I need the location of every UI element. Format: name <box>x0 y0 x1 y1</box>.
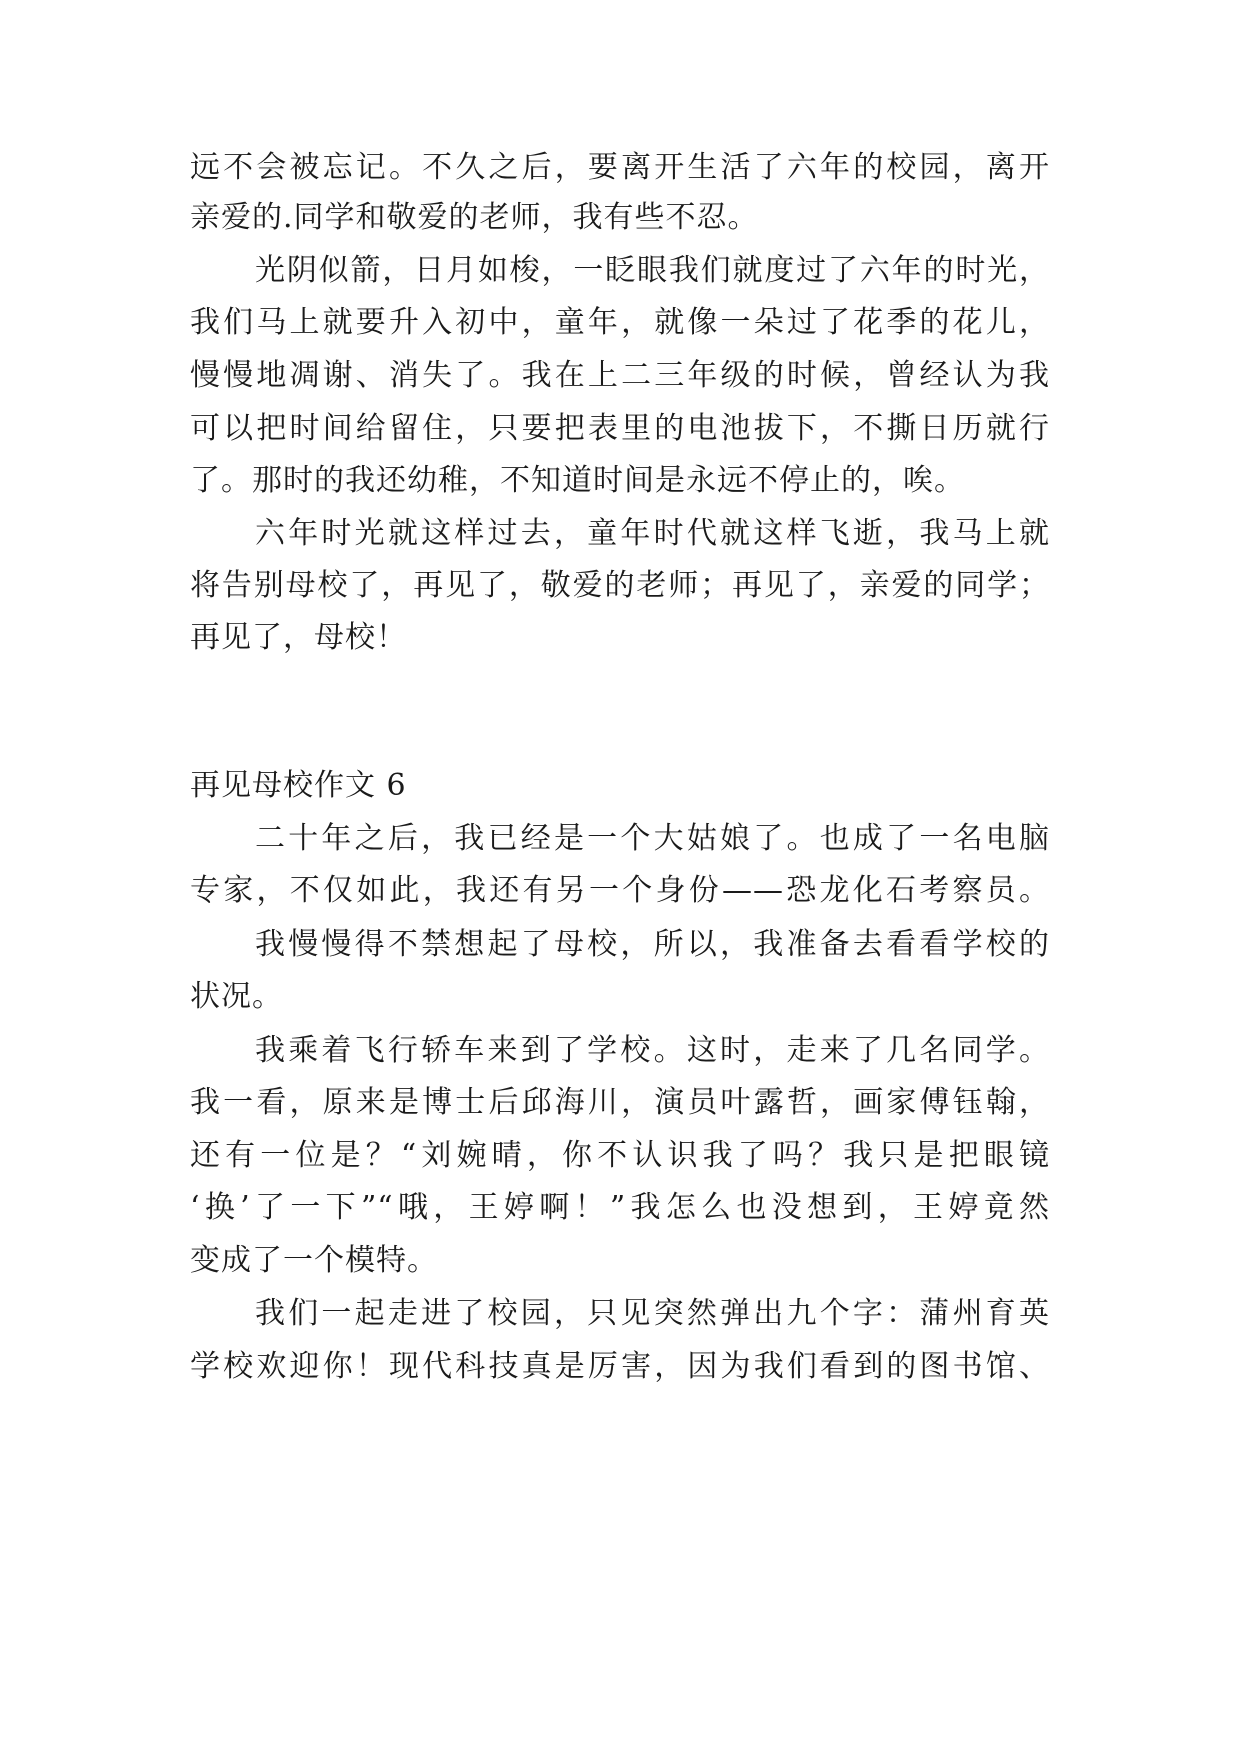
text-line: 我慢慢得不禁想起了母校，所以，我准备去看看学校的 <box>255 927 1050 962</box>
text-line: 还有一位是？“刘婉晴，你不认识我了吗？我只是把眼镜 <box>190 1138 1050 1173</box>
text-line: 状况。 <box>190 979 283 1014</box>
text-line: 再见了，母校！ <box>190 620 407 655</box>
text-line: 慢慢地凋谢、消失了。我在上二三年级的时候，曾经认为我 <box>190 358 1050 393</box>
text-line: 变成了一个模特。 <box>190 1243 438 1278</box>
text-line: 专家，不仅如此，我还有另一个身份——恐龙化石考察员。 <box>190 873 1050 908</box>
text-line: 我们马上就要升入初中，童年，就像一朵过了花季的花儿， <box>190 305 1050 340</box>
text-line: 我乘着飞行轿车来到了学校。这时，走来了几名同学。 <box>255 1033 1050 1068</box>
text-line: ‘换’了一下”“哦，王婷啊！”我怎么也没想到，王婷竟然 <box>190 1190 1050 1225</box>
text-line: 学校欢迎你！现代科技真是厉害，因为我们看到的图书馆、 <box>190 1349 1050 1384</box>
text-line: 将告别母校了，再见了，敬爱的老师；再见了，亲爱的同学； <box>190 568 1050 603</box>
text-line: 光阴似箭，日月如梭，一眨眼我们就度过了六年的时光， <box>255 253 1050 288</box>
text-line: 我一看，原来是博士后邱海川，演员叶露哲，画家傅钰翰， <box>190 1085 1050 1120</box>
text-line: 亲爱的.同学和敬爱的老师，我有些不忍。 <box>190 200 759 235</box>
text-line: 我们一起走进了校园，只见突然弹出九个字：蒲州育英 <box>255 1296 1050 1331</box>
text-line: 可以把时间给留住，只要把表里的电池拔下，不撕日历就行 <box>190 411 1050 446</box>
text-line: 了。那时的我还幼稚，不知道时间是永远不停止的，唉。 <box>190 463 965 498</box>
text-line: 六年时光就这样过去，童年时代就这样飞逝，我马上就 <box>255 516 1050 551</box>
text-line: 二十年之后，我已经是一个大姑娘了。也成了一名电脑 <box>255 821 1050 856</box>
section-heading: 再见母校作文 6 <box>190 768 407 803</box>
text-line: 远不会被忘记。不久之后，要离开生活了六年的校园，离开 <box>190 150 1050 185</box>
